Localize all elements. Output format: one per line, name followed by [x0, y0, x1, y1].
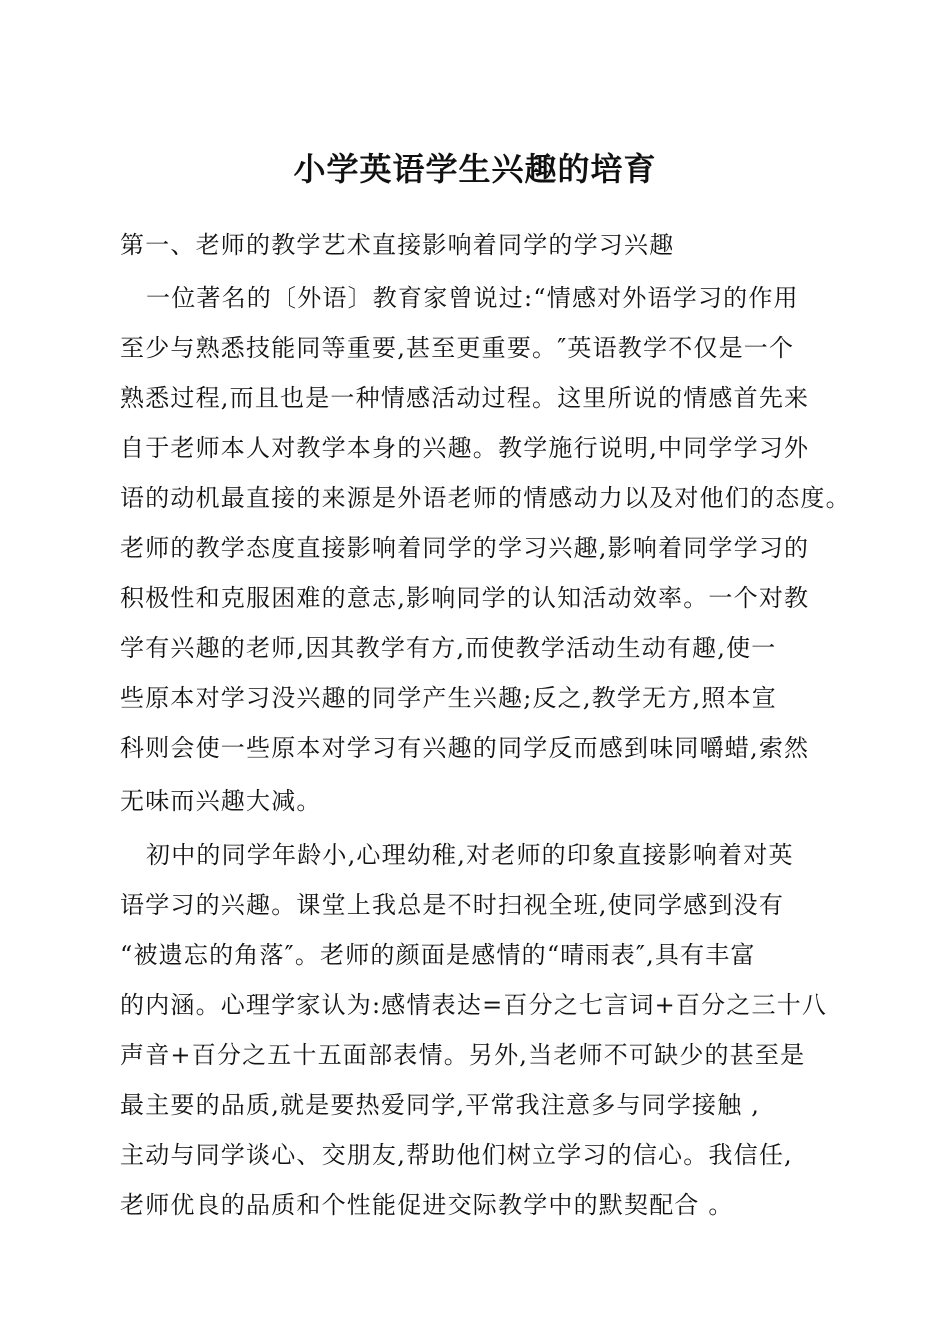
- paragraph-line: 自于老师本人对教学本身的兴趣。教学施行说明,中同学学习外: [120, 434, 810, 462]
- paragraph-line: 学有兴趣的老师,因其教学有方,而使教学活动生动有趣,使一: [120, 634, 777, 662]
- paragraph-line: 积极性和克服困难的意志,影响同学的认知活动效率。一个对教: [120, 584, 810, 612]
- paragraph-line: 声音+百分之五十五面部表情。另外,当老师不可缺少的甚至是: [120, 1041, 806, 1069]
- paragraph-line: 语的动机最直接的来源是外语老师的情感动力以及对他们的态度。: [120, 484, 851, 512]
- paragraph-line: 一位著名的〔外语〕教育家曾说过:“情感对外语学习的作用: [146, 284, 799, 312]
- paragraph-line: 主动与同学谈心、交朋友,帮助他们树立学习的信心。我信任,: [120, 1141, 793, 1169]
- document-title: 小学英语学生兴趣的培育: [293, 150, 657, 188]
- paragraph-line: 至少与熟悉技能同等重要,甚至更重要。″英语教学不仅是一个: [120, 334, 795, 362]
- paragraph-1: [120, 273, 860, 830]
- paragraph-line: 科则会使一些原本对学习有兴趣的同学反而感到味同嚼蜡,索然: [120, 734, 810, 762]
- paragraph-line: 老师的教学态度直接影响着同学的学习兴趣,影响着同学学习的: [120, 534, 810, 562]
- document-body: [120, 218, 860, 1230]
- paragraph-line: “被遗忘的角落″。老师的颜面是感情的“晴雨表″,具有丰富: [120, 941, 756, 969]
- paragraph-line: 的内涵。心理学家认为:感情表达=百分之七言词+百分之三十八: [120, 991, 828, 1019]
- paragraph-line: 无味而兴趣大减。: [120, 787, 322, 815]
- paragraph-line: 初中的同学年龄小,心理幼稚,对老师的印象直接影响着对英: [146, 841, 794, 869]
- paragraph-line: 些原本对学习没兴趣的同学产生兴趣;反之,教学无方,照本宣: [120, 684, 777, 712]
- paragraph-line: 最主要的品质,就是要热爱同学,平常我注意多与同学接触 ,: [120, 1091, 761, 1119]
- paragraph-line: 熟悉过程,而且也是一种情感活动过程。这里所说的情感首先来: [120, 384, 810, 412]
- paragraph-2: [120, 830, 860, 1230]
- section-heading: 第一、老师的教学艺术直接影响着同学的学习兴趣: [120, 231, 675, 259]
- paragraph-line: 语学习的兴趣。课堂上我总是不时扫视全班,使同学感到没有: [120, 891, 785, 919]
- paragraph-line: 老师优良的品质和个性能促进交际教学中的默契配合 。: [120, 1191, 734, 1219]
